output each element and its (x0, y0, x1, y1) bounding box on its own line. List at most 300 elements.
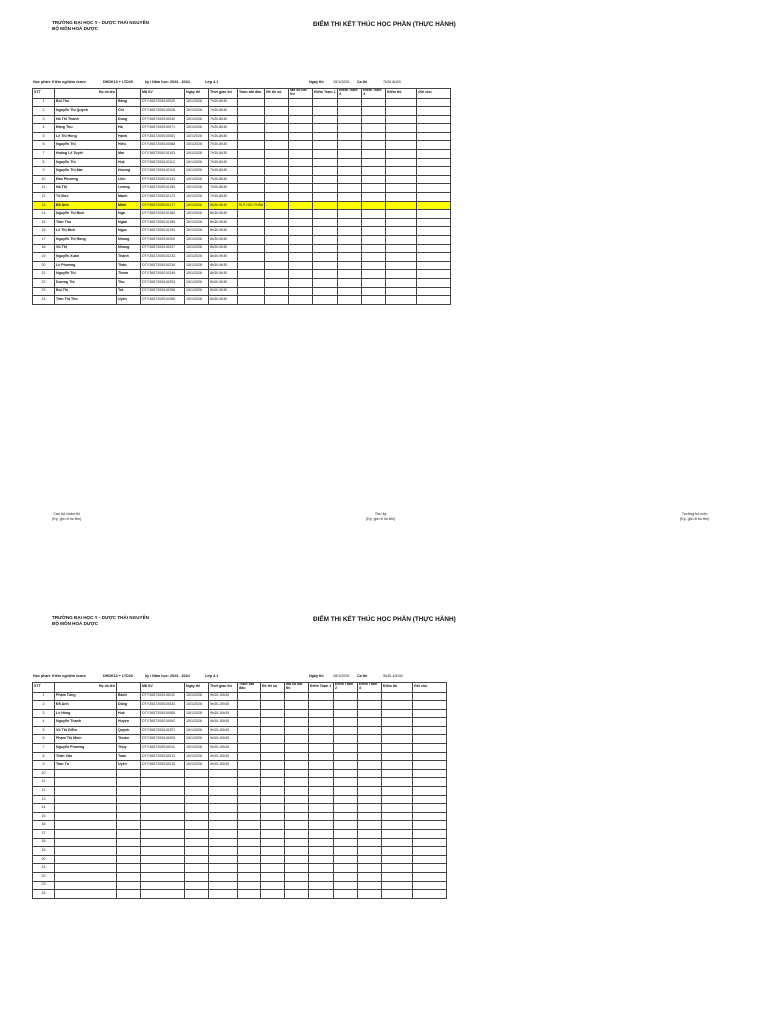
exam-time-cell: 7h30-8h30 (209, 158, 238, 167)
exam-date-cell: 15/1/2026 (185, 735, 209, 744)
secretary-signature (366, 512, 395, 522)
last-name-cell (55, 838, 117, 847)
empty-score-cell (261, 890, 285, 899)
stt-cell: 10 (33, 175, 55, 184)
stt-cell: 12 (33, 193, 55, 202)
empty-score-cell (289, 98, 313, 107)
stt-cell: 18 (33, 838, 55, 847)
term: kỳ I Năm học: 2023 - 2024 (145, 674, 190, 678)
empty-score-cell (265, 193, 289, 202)
exam-info-row (33, 78, 768, 88)
empty-score-cell (413, 761, 447, 770)
exam-date-cell: 15/1/2026 (185, 98, 209, 107)
department-name: BỘ MÔN HOÁ DƯỢC (52, 621, 99, 627)
empty-score-cell (265, 115, 289, 124)
empty-score-cell (285, 769, 309, 778)
empty-score-cell (362, 193, 386, 202)
empty-score-cell (338, 244, 362, 253)
empty-score-cell (261, 778, 285, 787)
stt-cell: 21 (33, 864, 55, 873)
exam-date-cell: 15/1/2026 (185, 752, 209, 761)
column-header: Trạm bắt đầu (238, 89, 265, 99)
stt-cell: 16 (33, 227, 55, 236)
school-header (52, 615, 149, 627)
empty-score-cell (285, 752, 309, 761)
table-row (33, 812, 447, 821)
empty-score-cell (285, 804, 309, 813)
empty-score-cell (362, 296, 386, 305)
exam-time-cell: 9h30-10h30 (209, 744, 238, 753)
empty-score-cell (313, 227, 338, 236)
empty-score-cell (362, 150, 386, 159)
exam-time-cell (209, 812, 238, 821)
empty-score-cell (313, 261, 338, 270)
student-id-cell (141, 787, 185, 796)
student-id-cell (141, 804, 185, 813)
table-row (33, 296, 451, 305)
empty-score-cell (413, 864, 447, 873)
empty-score-cell (362, 253, 386, 262)
empty-score-cell (334, 847, 358, 856)
empty-score-cell (417, 193, 451, 202)
empty-score-cell (386, 201, 417, 210)
student-id-cell: DTY2657200010285 (141, 296, 185, 305)
empty-score-cell (413, 752, 447, 761)
empty-score-cell (382, 752, 413, 761)
start-station-cell: RÚT HỌC PHẦN (238, 201, 265, 210)
empty-score-cell (313, 253, 338, 262)
column-header: Điểm Trạm 1 (313, 89, 338, 99)
start-station-cell (238, 270, 265, 279)
column-header (117, 89, 141, 99)
class-code: DHDK16 + LTD20 (103, 674, 133, 678)
stt-cell: 17 (33, 830, 55, 839)
empty-score-cell (338, 201, 362, 210)
empty-score-cell (338, 193, 362, 202)
empty-score-cell (285, 847, 309, 856)
first-name-cell: Hương (117, 167, 141, 176)
empty-score-cell (382, 769, 413, 778)
empty-score-cell (289, 270, 313, 279)
empty-score-cell (289, 218, 313, 227)
empty-score-cell (334, 838, 358, 847)
empty-score-cell (338, 210, 362, 219)
first-name-cell: Băng (117, 98, 141, 107)
start-station-cell (238, 795, 261, 804)
group: Lớp 4.1 (205, 674, 219, 678)
empty-score-cell (313, 184, 338, 193)
last-name-cell: Nguyễn Thị (55, 270, 117, 279)
last-name-cell: Lê Thị Bích (55, 227, 117, 236)
table-row (33, 167, 451, 176)
empty-score-cell (313, 236, 338, 245)
start-station-cell (238, 167, 265, 176)
empty-score-cell (261, 881, 285, 890)
empty-score-cell (417, 253, 451, 262)
exam-time-cell: 9h30-10h30 (209, 752, 238, 761)
table-row (33, 692, 447, 701)
empty-score-cell (285, 709, 309, 718)
empty-score-cell (289, 296, 313, 305)
empty-score-cell (413, 795, 447, 804)
empty-score-cell (261, 838, 285, 847)
empty-score-cell (382, 830, 413, 839)
exam-time-cell: 7h30-8h30 (209, 141, 238, 150)
empty-score-cell (362, 124, 386, 133)
empty-score-cell (338, 150, 362, 159)
last-name-cell: Nguyễn Thanh (55, 718, 117, 727)
exam-time-cell: 8h30-9h30 (209, 278, 238, 287)
empty-score-cell (313, 167, 338, 176)
empty-score-cell (413, 692, 447, 701)
table-row (33, 244, 451, 253)
stt-cell: 19 (33, 847, 55, 856)
table-row (33, 838, 447, 847)
table-row (33, 287, 451, 296)
exam-date-cell: 15/1/2026 (185, 184, 209, 193)
column-header: Mã SV (141, 683, 185, 693)
student-id-cell: DTY2657200010020 (141, 98, 185, 107)
last-name-cell: Nguyễn Xuân (55, 253, 117, 262)
last-name-cell: Trần Thị Thu (55, 296, 117, 305)
exam-date-cell: 15/1/2026 (185, 210, 209, 219)
column-header: Đề thi số (261, 683, 285, 693)
empty-score-cell (386, 270, 417, 279)
empty-score-cell (261, 872, 285, 881)
empty-score-cell (417, 278, 451, 287)
first-name-cell (117, 778, 141, 787)
student-id-cell: DTY2657200010253 (141, 278, 185, 287)
empty-score-cell (382, 718, 413, 727)
empty-score-cell (261, 761, 285, 770)
empty-score-cell (338, 167, 362, 176)
last-name-cell: Nguyễn Thị Bích (55, 210, 117, 219)
table-row (33, 872, 447, 881)
student-id-cell (141, 838, 185, 847)
empty-score-cell (358, 890, 382, 899)
exam-date-cell: 15/1/2026 (185, 115, 209, 124)
empty-score-cell (289, 227, 313, 236)
exam-time-cell: 9h30-10h30 (209, 726, 238, 735)
empty-score-cell (358, 718, 382, 727)
term: kỳ I Năm học: 2023 - 2024 (145, 80, 190, 84)
empty-score-cell (313, 175, 338, 184)
empty-score-cell (309, 821, 334, 830)
exam-date-cell: 15/1/2026 (185, 175, 209, 184)
empty-score-cell (413, 890, 447, 899)
empty-score-cell (358, 692, 382, 701)
empty-score-cell (362, 115, 386, 124)
empty-score-cell (362, 184, 386, 193)
exam-time-cell: 8h30-9h30 (209, 296, 238, 305)
stt-cell: 4 (33, 124, 55, 133)
column-header: STT (33, 89, 55, 99)
stt-cell: 22 (33, 872, 55, 881)
stt-cell: 17 (33, 236, 55, 245)
examiner-note: (Ký, ghi rõ họ tên) (52, 516, 82, 521)
empty-score-cell (261, 718, 285, 727)
empty-score-cell (382, 855, 413, 864)
empty-score-cell (309, 830, 334, 839)
exam-date-cell: 15/1/2026 (185, 193, 209, 202)
last-name-cell (55, 787, 117, 796)
empty-score-cell (309, 812, 334, 821)
exam-time-cell: 7h30-8h30 (209, 175, 238, 184)
empty-score-cell (313, 98, 338, 107)
start-station-cell (238, 287, 265, 296)
last-name-cell (55, 864, 117, 873)
empty-score-cell (313, 150, 338, 159)
student-id-cell: DTY2657200010159 (141, 184, 185, 193)
empty-score-cell (413, 804, 447, 813)
student-id-cell: DTY2657200010233 (141, 253, 185, 262)
empty-score-cell (413, 872, 447, 881)
empty-score-cell (382, 821, 413, 830)
empty-score-cell (334, 709, 358, 718)
student-id-cell: DTY2657200010207 (141, 726, 185, 735)
empty-score-cell (265, 270, 289, 279)
empty-score-cell (413, 787, 447, 796)
empty-score-cell (285, 864, 309, 873)
exam-time-cell: 8h30-9h30 (209, 236, 238, 245)
empty-score-cell (382, 709, 413, 718)
first-name-cell: Toàn (117, 752, 141, 761)
empty-score-cell (338, 124, 362, 133)
exam-info-row (33, 672, 768, 682)
student-id-cell: DTY2657200010015 (141, 761, 185, 770)
column-header: Mã SV (141, 89, 185, 99)
first-name-cell (117, 821, 141, 830)
empty-score-cell (285, 795, 309, 804)
start-station-cell (238, 778, 261, 787)
exam-time-cell: 9h30-10h30 (209, 735, 238, 744)
empty-score-cell (289, 107, 313, 116)
empty-score-cell (358, 709, 382, 718)
empty-score-cell (261, 701, 285, 710)
empty-score-cell (362, 107, 386, 116)
university-name: TRƯỜNG ĐẠI HỌC Y - DƯỢC THÁI NGUYÊN (52, 615, 149, 620)
empty-score-cell (413, 778, 447, 787)
empty-score-cell (358, 778, 382, 787)
empty-score-cell (382, 744, 413, 753)
table-row (33, 261, 451, 270)
empty-score-cell (313, 270, 338, 279)
stt-cell: 9 (33, 167, 55, 176)
page-title: ĐIỂM THI KẾT THÚC HỌC PHẦN (THỰC HÀNH) (313, 616, 456, 623)
empty-score-cell (313, 218, 338, 227)
empty-score-cell (413, 701, 447, 710)
empty-score-cell (313, 193, 338, 202)
student-id-cell (141, 855, 185, 864)
empty-score-cell (417, 98, 451, 107)
empty-score-cell (334, 769, 358, 778)
stt-cell: 5 (33, 726, 55, 735)
stt-cell: 8 (33, 752, 55, 761)
table-row (33, 98, 451, 107)
empty-score-cell (362, 167, 386, 176)
empty-score-cell (265, 261, 289, 270)
empty-score-cell (417, 236, 451, 245)
exam-time-cell (209, 881, 238, 890)
empty-score-cell (285, 838, 309, 847)
empty-score-cell (265, 236, 289, 245)
empty-score-cell (362, 287, 386, 296)
exam-date-cell (185, 787, 209, 796)
empty-score-cell (285, 855, 309, 864)
head-signature (680, 512, 709, 522)
stt-cell: 24 (33, 890, 55, 899)
first-name-cell: Minh (117, 201, 141, 210)
empty-score-cell (309, 855, 334, 864)
last-name-cell: Lê Thị Hồng (55, 132, 117, 141)
empty-score-cell (386, 296, 417, 305)
empty-score-cell (386, 167, 417, 176)
empty-score-cell (289, 132, 313, 141)
first-name-cell: Uyên (117, 296, 141, 305)
empty-score-cell (261, 692, 285, 701)
column-header: Ngày thi (185, 683, 209, 693)
empty-score-cell (358, 881, 382, 890)
first-name-cell: Ngân (117, 218, 141, 227)
stt-cell: 14 (33, 804, 55, 813)
stt-cell: 6 (33, 141, 55, 150)
last-name-cell: Tô Đức (55, 193, 117, 202)
exam-time-cell (209, 769, 238, 778)
table-row (33, 735, 447, 744)
empty-score-cell (309, 769, 334, 778)
empty-score-cell (313, 107, 338, 116)
empty-score-cell (386, 98, 417, 107)
empty-score-cell (386, 218, 417, 227)
empty-score-cell (338, 141, 362, 150)
table-header-row (33, 89, 451, 99)
exam-date-cell: 15/1/2026 (185, 244, 209, 253)
empty-score-cell (334, 872, 358, 881)
empty-score-cell (334, 752, 358, 761)
table-header-row (33, 683, 447, 693)
student-id-cell: DTY2657200010028 (141, 107, 185, 116)
column-header: Điểm Trạm 2 (338, 89, 362, 99)
empty-score-cell (309, 692, 334, 701)
empty-score-cell (382, 787, 413, 796)
exam-time-cell: 8h30-9h30 (209, 201, 238, 210)
last-name-cell: Lê Phương (55, 261, 117, 270)
last-name-cell: Nguyễn Thị Mai (55, 167, 117, 176)
empty-score-cell (338, 132, 362, 141)
start-station-cell (238, 872, 261, 881)
exam-shift: 9h30-10h30 (383, 674, 403, 678)
start-station-cell (238, 278, 265, 287)
empty-score-cell (313, 132, 338, 141)
exam-date-cell: 15/1/2026 (185, 261, 209, 270)
empty-score-cell (417, 270, 451, 279)
start-station-cell (238, 864, 261, 873)
exam-time-cell: 8h30-9h30 (209, 287, 238, 296)
empty-score-cell (358, 838, 382, 847)
student-id-cell: DTY2657200010207 (141, 244, 185, 253)
empty-score-cell (265, 253, 289, 262)
start-station-cell (238, 193, 265, 202)
empty-score-cell (285, 787, 309, 796)
last-name-cell: Hà Thị (55, 184, 117, 193)
exam-time-cell: 9h30-10h30 (209, 709, 238, 718)
student-id-cell: DTY2657200010103 (141, 150, 185, 159)
start-station-cell (238, 244, 265, 253)
empty-score-cell (261, 752, 285, 761)
empty-score-cell (413, 847, 447, 856)
exam-date-cell: 15/1/2026 (185, 218, 209, 227)
empty-score-cell (265, 167, 289, 176)
empty-score-cell (382, 692, 413, 701)
first-name-cell: Bách (117, 692, 141, 701)
exam-date-cell (185, 838, 209, 847)
exam-time-cell (209, 778, 238, 787)
column-header: Họ và tên (55, 683, 117, 693)
secretary-label: Thư ký (374, 512, 387, 516)
empty-score-cell (338, 296, 362, 305)
start-station-cell (238, 812, 261, 821)
first-name-cell: Nhung (117, 244, 141, 253)
table-row (33, 253, 451, 262)
empty-score-cell (386, 175, 417, 184)
empty-score-cell (417, 141, 451, 150)
empty-score-cell (334, 726, 358, 735)
empty-score-cell (313, 287, 338, 296)
exam-date-cell: 15/1/2026 (185, 287, 209, 296)
empty-score-cell (261, 735, 285, 744)
first-name-cell: Dũng (117, 701, 141, 710)
first-name-cell: Chi (117, 107, 141, 116)
exam-time-cell: 7h30-8h30 (209, 124, 238, 133)
exam-date-cell (185, 769, 209, 778)
exam-shift: 7h30-8h30 (383, 80, 401, 84)
last-name-cell (55, 795, 117, 804)
last-name-cell (55, 890, 117, 899)
empty-score-cell (334, 855, 358, 864)
empty-score-cell (382, 890, 413, 899)
stt-cell: 1 (33, 98, 55, 107)
empty-score-cell (358, 872, 382, 881)
empty-score-cell (261, 821, 285, 830)
empty-score-cell (289, 201, 313, 210)
empty-score-cell (358, 804, 382, 813)
last-name-cell: Trần Tú (55, 761, 117, 770)
exam-time-cell (209, 804, 238, 813)
empty-score-cell (358, 864, 382, 873)
start-station-cell (238, 236, 265, 245)
empty-score-cell (338, 287, 362, 296)
empty-score-cell (334, 812, 358, 821)
empty-score-cell (386, 287, 417, 296)
empty-score-cell (313, 210, 338, 219)
last-name-cell (55, 769, 117, 778)
empty-score-cell (362, 270, 386, 279)
empty-score-cell (261, 855, 285, 864)
exam-time-cell (209, 795, 238, 804)
first-name-cell (117, 881, 141, 890)
start-station-cell (238, 175, 265, 184)
start-station-cell (238, 735, 261, 744)
empty-score-cell (413, 881, 447, 890)
stt-cell: 8 (33, 158, 55, 167)
shift-label: Ca thi (357, 674, 368, 678)
empty-score-cell (261, 726, 285, 735)
first-name-cell: Thùy (117, 744, 141, 753)
empty-score-cell (334, 864, 358, 873)
stt-cell: 11 (33, 184, 55, 193)
empty-score-cell (261, 709, 285, 718)
stt-cell: 20 (33, 855, 55, 864)
